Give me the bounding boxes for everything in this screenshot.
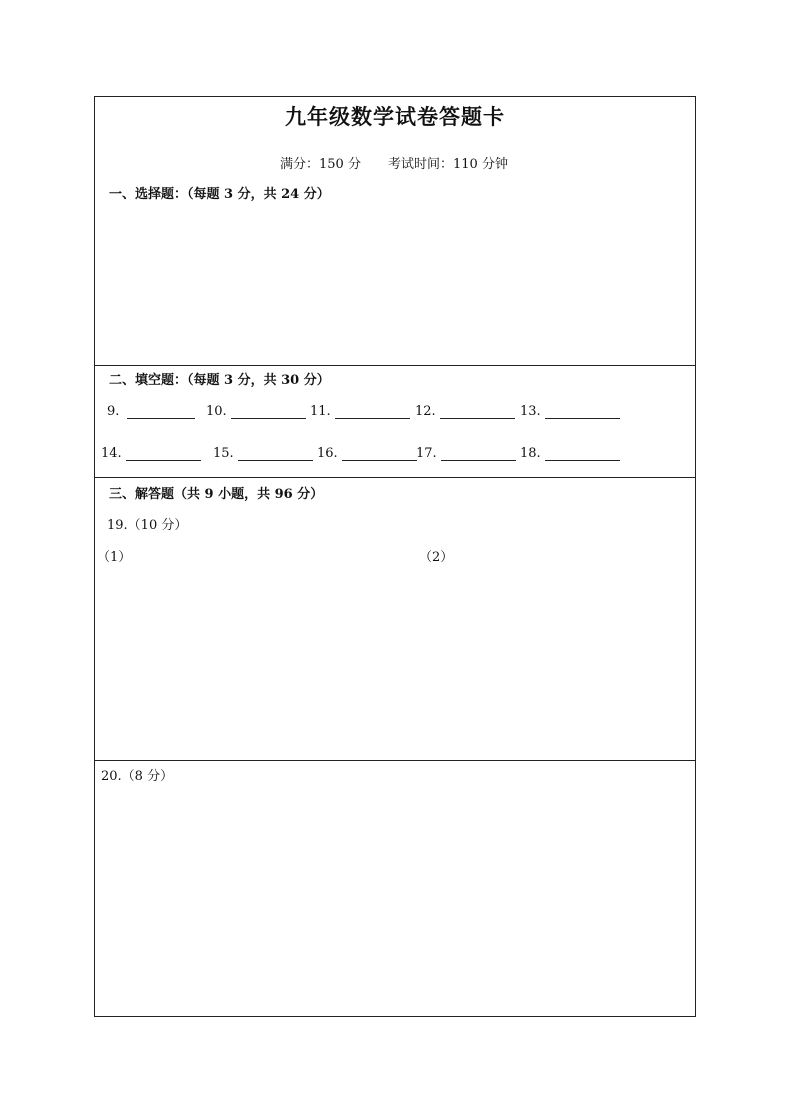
divider [95,760,695,761]
fill-blank-12[interactable] [415,404,515,419]
answer-line[interactable] [545,448,620,461]
answer-line[interactable] [440,406,515,419]
fill-blank-16[interactable] [317,446,417,461]
section-fill-heading: 二、填空题：（每题 3 分，共 30 分） [109,373,330,388]
fill-blank-label: 11. [310,404,331,419]
fill-blank-label: 15. [213,446,234,461]
full-score-label: 满分：150 分 [280,157,361,172]
fill-blank-10[interactable] [206,404,306,419]
fill-blank-13[interactable] [520,404,620,419]
answer-line[interactable] [126,448,201,461]
exam-time-label: 考试时间：110 分钟 [388,157,508,172]
divider [95,365,695,366]
answer-line[interactable] [238,448,313,461]
divider [95,477,695,478]
fill-blank-label: 18. [520,446,541,461]
question-19-part2-label: （2） [419,550,454,565]
answer-line[interactable] [231,406,306,419]
section-solve-heading: 三、解答题（共 9 小题，共 96 分） [109,487,324,502]
section-choice-heading: 一、选择题：（每题 3 分，共 24 分） [109,187,330,202]
fill-blank-15[interactable] [213,446,313,461]
answer-line[interactable] [342,448,417,461]
answer-line[interactable] [127,406,195,419]
question-20-answer-area[interactable] [101,789,681,999]
fill-blank-label: 10. [206,404,227,419]
fill-blank-label: 14. [101,446,122,461]
answer-line[interactable] [441,448,516,461]
choice-answer-area[interactable] [109,203,679,361]
fill-blank-14[interactable] [101,446,201,461]
fill-blank-label: 9. [107,404,120,419]
answer-line[interactable] [545,406,620,419]
question-20-label: 20.（8 分） [101,769,174,784]
answer-line[interactable] [335,406,410,419]
question-19-label: 19.（10 分） [107,518,188,533]
fill-blank-label: 13. [520,404,541,419]
question-19-part1-label: （1） [97,550,132,565]
fill-blank-9[interactable] [107,404,195,419]
fill-blank-17[interactable] [416,446,516,461]
answer-sheet [94,96,696,1017]
fill-blank-18[interactable] [520,446,620,461]
page-title: 九年级数学试卷答题卡 [285,104,505,129]
fill-blank-label: 16. [317,446,338,461]
fill-blank-label: 17. [416,446,437,461]
fill-blank-label: 12. [415,404,436,419]
fill-blank-11[interactable] [310,404,410,419]
